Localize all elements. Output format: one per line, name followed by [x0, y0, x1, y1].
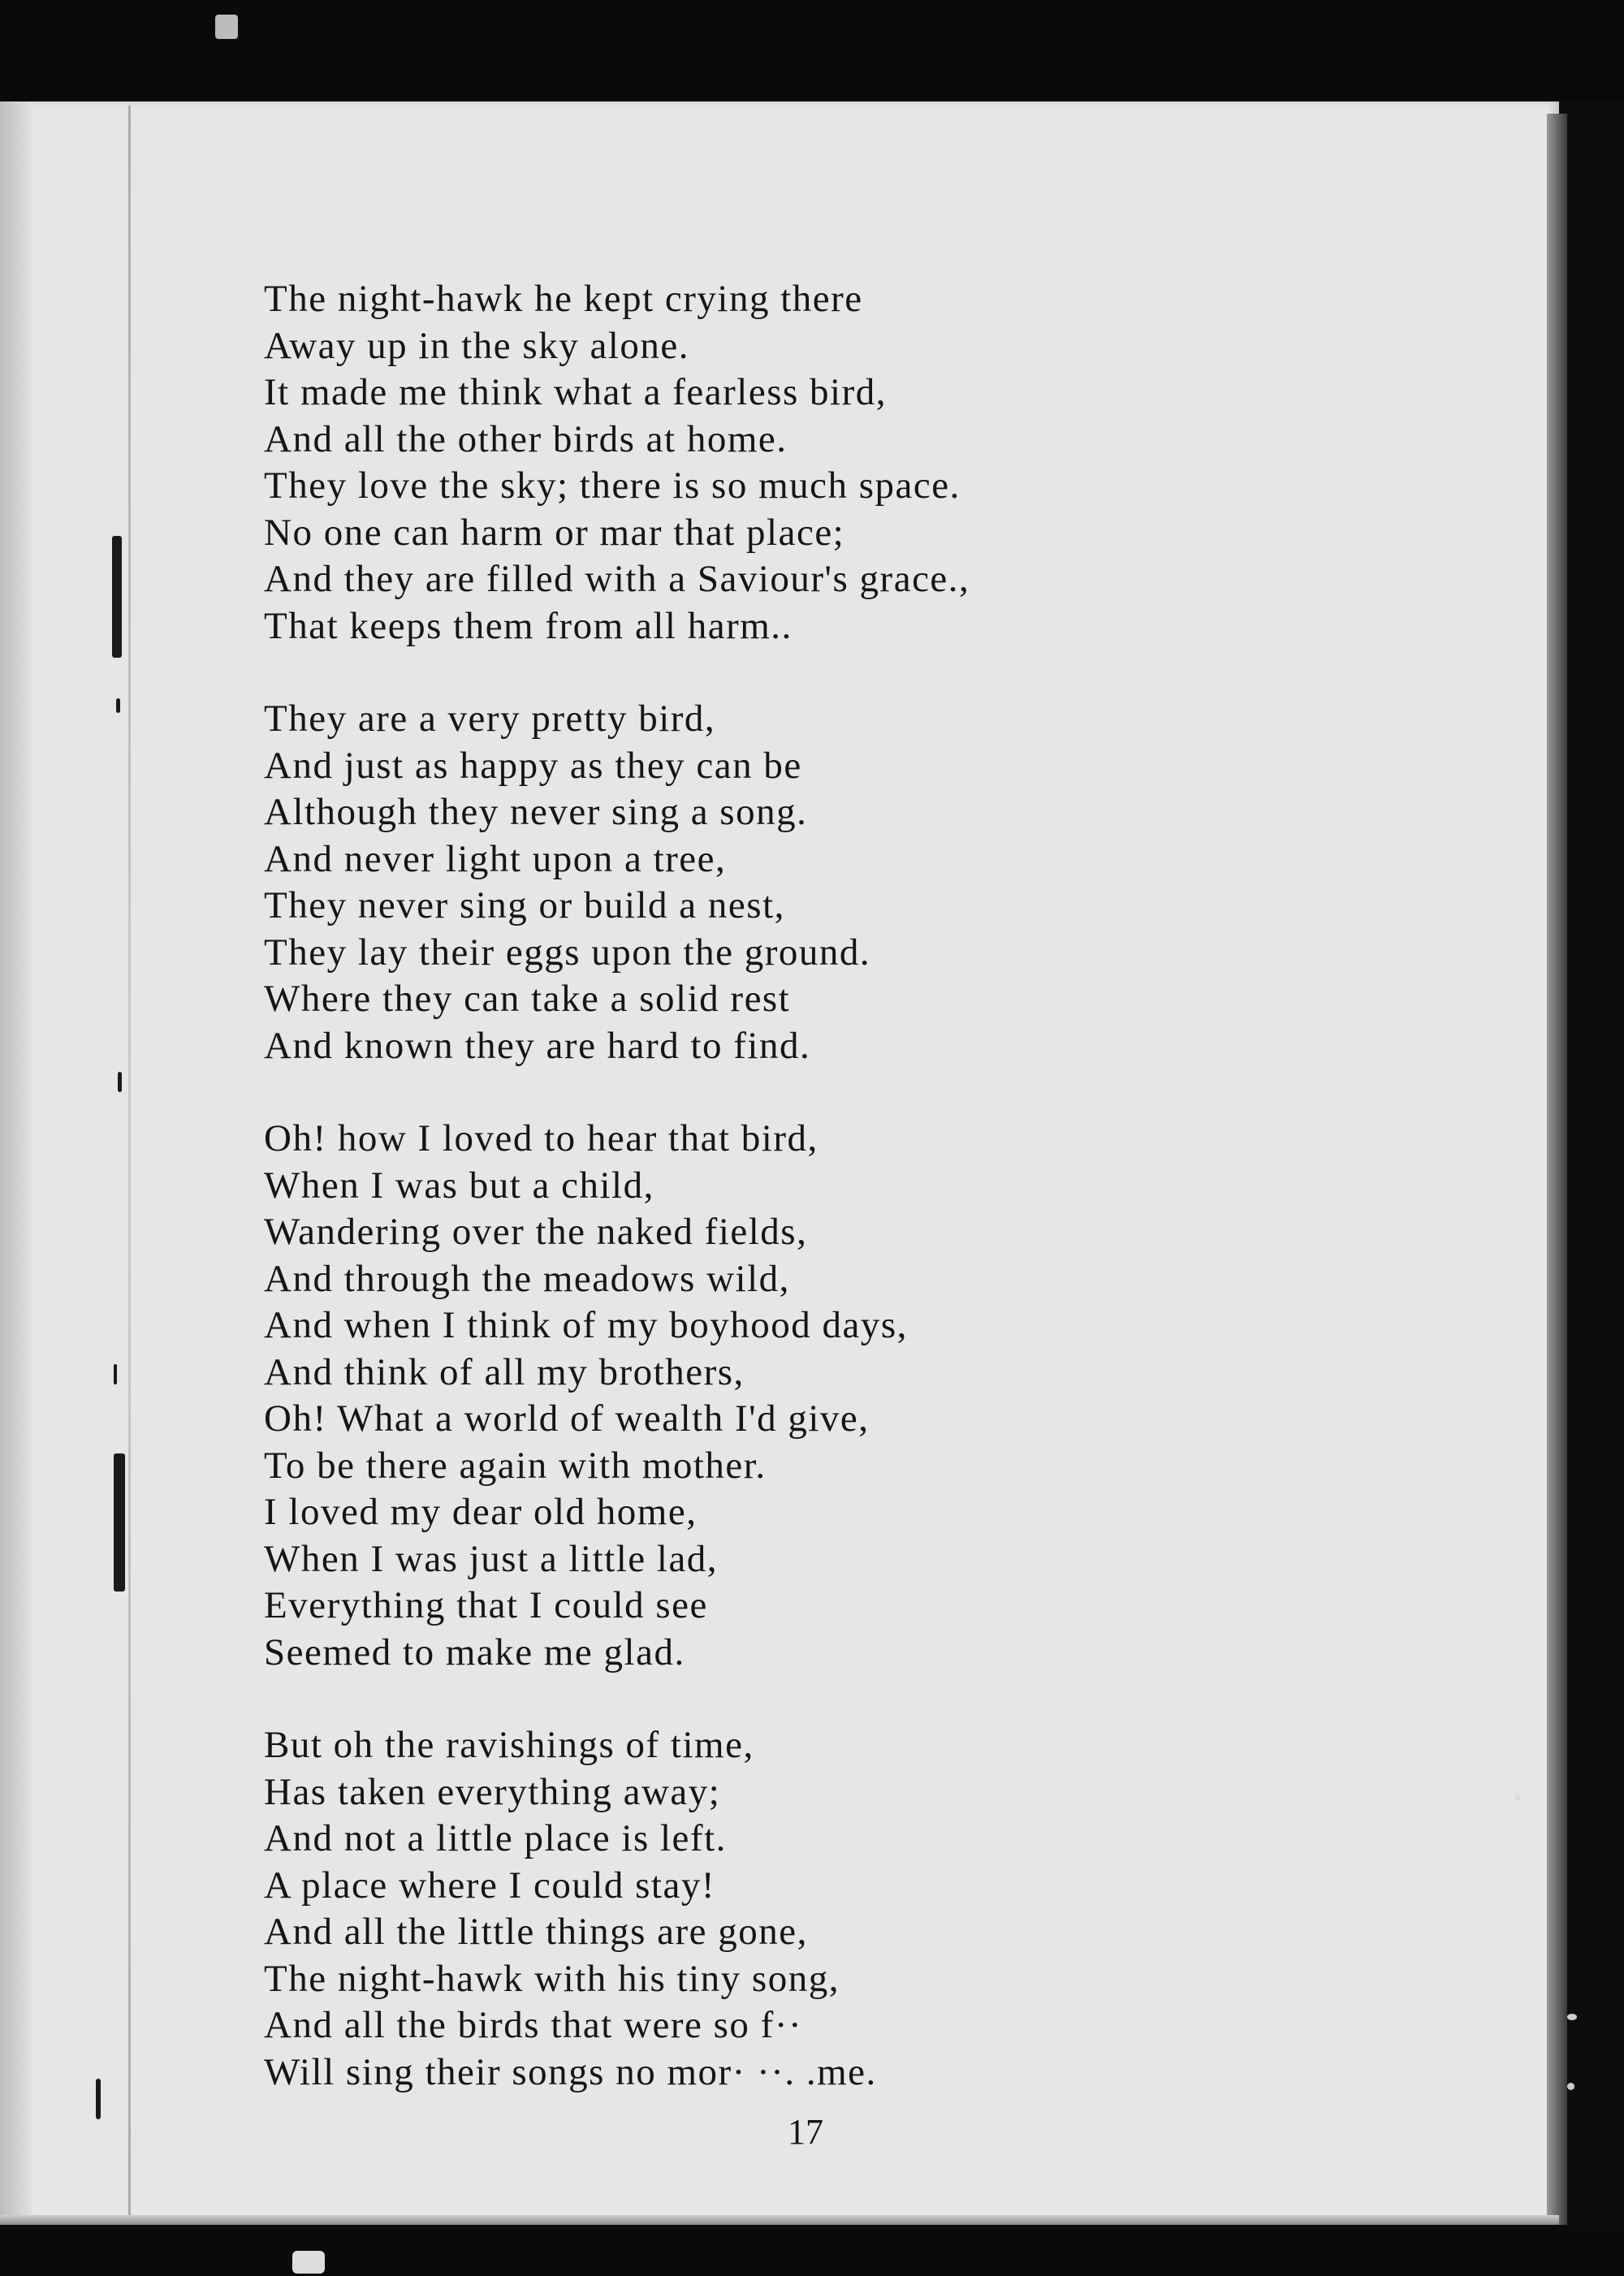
poem-line: To be there again with mother. — [264, 1444, 767, 1487]
poem-line: A place where I could stay! — [264, 1864, 715, 1907]
poem-line: And just as happy as they can be — [264, 744, 802, 787]
poem-line: The night-hawk with his tiny song, — [264, 1957, 840, 2000]
binding-edge — [0, 101, 32, 2225]
poem-line: And through the meadows wild, — [264, 1257, 790, 1300]
poem-line: I loved my dear old home, — [264, 1491, 698, 1533]
stanza — [264, 696, 1441, 1069]
poem-line: They lay their eggs upon the ground. — [264, 931, 871, 974]
scan-speck — [1567, 2083, 1574, 2090]
poem-line: And all the birds that were so f·· — [264, 2004, 803, 2046]
poem-line: Has taken everything away; — [264, 1770, 721, 1813]
poem-line: And all the other birds at home. — [264, 417, 788, 460]
poem-line: And known they are hard to find. — [264, 1024, 811, 1067]
gutter-mark — [114, 1453, 125, 1591]
gutter-shadow — [128, 106, 131, 2217]
gutter-mark — [118, 1072, 122, 1092]
poem-line: Oh! how I loved to hear that bird, — [264, 1117, 818, 1160]
poem-line: Oh! What a world of wealth I'd give, — [264, 1397, 870, 1440]
scan-top-border — [0, 0, 1624, 101]
poem-line: And not a little place is left. — [264, 1817, 727, 1859]
poem-line: They are a very pretty bird, — [264, 697, 716, 740]
poem-line: Although they never sing a song. — [264, 791, 808, 833]
gutter-mark — [116, 698, 120, 713]
poem-line: And they are filled with a Saviour's grace., — [264, 558, 970, 600]
poem-line: Wandering over the naked fields, — [264, 1211, 808, 1253]
poem-line: And think of all my brothers, — [264, 1350, 745, 1393]
poem-line: And when I think of my boyhood days, — [264, 1304, 908, 1346]
poem-line: Everything that I could see — [264, 1584, 708, 1626]
gutter-mark — [114, 1364, 117, 1384]
stanza — [264, 276, 1441, 650]
page-number: 17 — [788, 2112, 823, 2152]
poem-line: Seemed to make me glad. — [264, 1630, 685, 1674]
poem-line: Will sing their songs no mor· ··. .me. — [264, 2050, 877, 2093]
scan-speck — [215, 15, 238, 39]
stanza — [264, 1116, 1441, 1676]
poem-line: Away up in the sky alone. — [264, 324, 689, 367]
poem-line: The night-hawk he kept crying there — [264, 278, 863, 320]
scan-speck — [1567, 2014, 1577, 2020]
poem-line: They love the sky; there is so much space. — [264, 464, 961, 507]
poem-line: No one can harm or mar that place; — [264, 511, 845, 554]
scan-bottom-border — [0, 2225, 1624, 2276]
poem — [264, 276, 1441, 2142]
poem-line: It made me think what a fearless bird, — [264, 371, 887, 413]
poem-line: When I was just a little lad, — [264, 1537, 719, 1580]
page-right-edge — [1547, 114, 1567, 2233]
stanza — [264, 1722, 1441, 2096]
poem-line: And never light upon a tree, — [264, 837, 727, 880]
poem-line: When I was but a child, — [264, 1164, 654, 1207]
poem-line: Where they can take a solid rest — [264, 978, 791, 1020]
page-bottom-edge — [0, 2215, 1559, 2225]
poem-line: But oh the ravishings of time, — [264, 1724, 754, 1766]
poem-line: That keeps them from all harm.. — [264, 604, 793, 647]
gutter-mark — [96, 2079, 101, 2119]
scan-speck — [292, 2251, 325, 2274]
gutter-mark — [112, 536, 122, 658]
poem-line: And all the little things are gone, — [264, 1911, 808, 1953]
poem-line: They never sing or build a nest, — [264, 884, 785, 926]
scan-speck — [1514, 1794, 1521, 1801]
